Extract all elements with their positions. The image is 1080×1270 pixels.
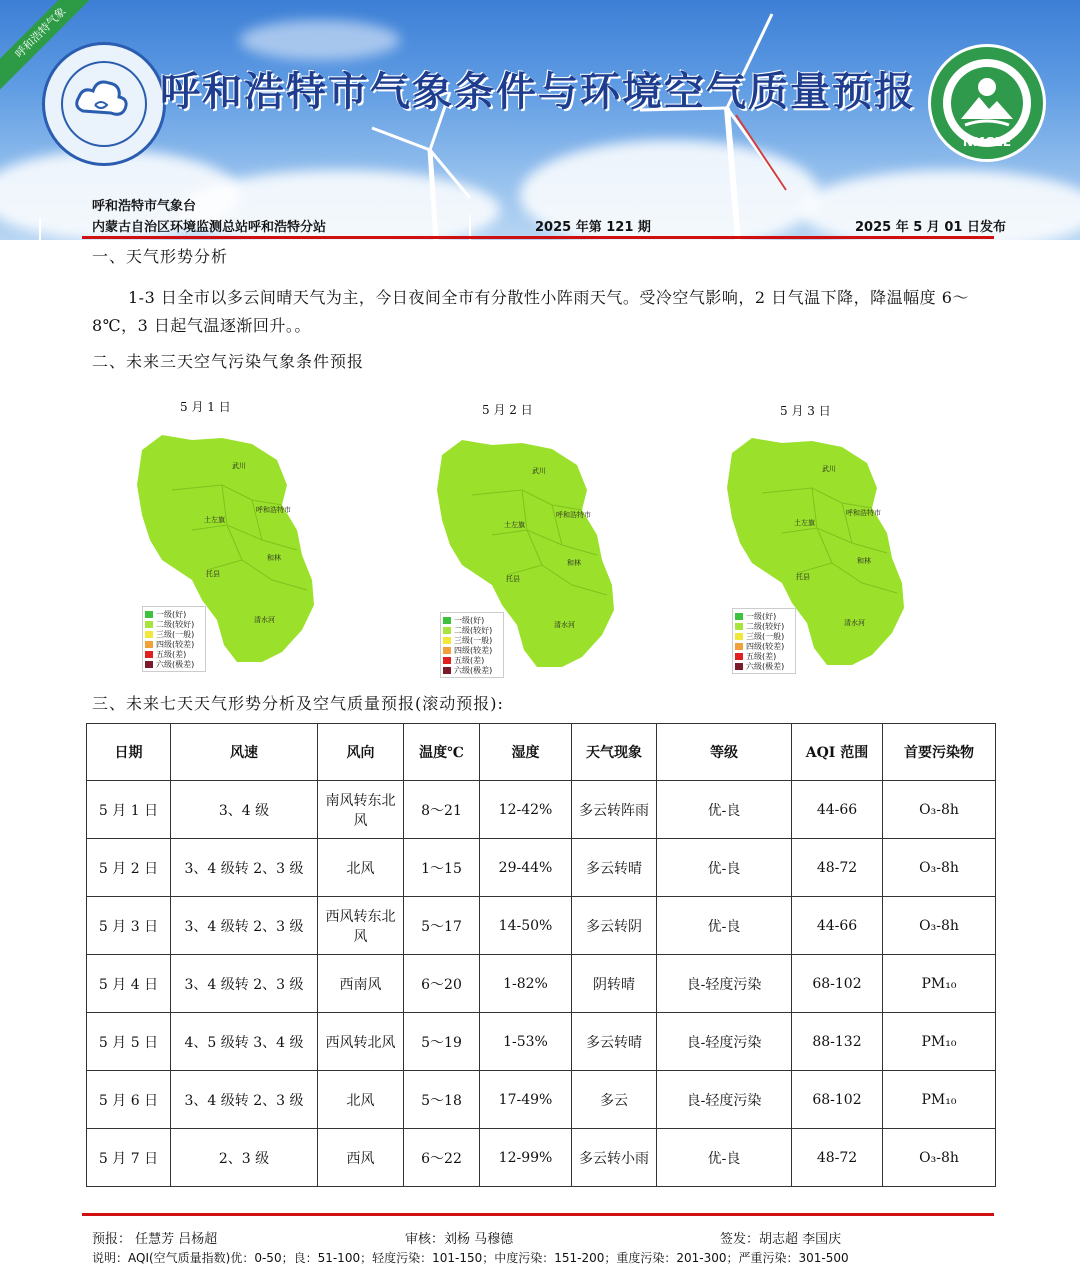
map-date-label: 5 月 1 日 <box>180 400 231 414</box>
legend-item: 五级(差) <box>735 651 793 661</box>
cell-humidity: 12-99% <box>480 1129 572 1187</box>
legend-item: 四级(较差) <box>145 639 203 649</box>
table-row <box>87 1013 996 1071</box>
cell-temperature: 5～19 <box>404 1013 480 1071</box>
place-label-helin: 和林 <box>267 554 281 562</box>
legend-item: 一级(好) <box>145 609 203 619</box>
cell-aqi: 44-66 <box>792 781 883 839</box>
column-header-weather: 天气现象 <box>572 724 657 781</box>
legend-item: 六级(极差) <box>735 661 793 671</box>
header-banner <box>0 0 1080 240</box>
column-header-date: 日期 <box>87 724 171 781</box>
cell-weather: 阴转晴 <box>572 955 657 1013</box>
cell-wind-speed: 3、4 级转 2、3 级 <box>171 839 318 897</box>
org-meteorological-observatory: 呼和浩特市气象台 <box>92 199 197 214</box>
legend-item: 四级(较差) <box>735 641 793 651</box>
legend-item: 二级(较好) <box>443 625 501 635</box>
section3-heading: 三、未来七天天气形势分析及空气质量预报(滚动预报): <box>92 694 504 713</box>
legend-item: 四级(较差) <box>443 645 501 655</box>
cell-wind-direction: 西风转东北风 <box>318 897 404 955</box>
cell-temperature: 5～17 <box>404 897 480 955</box>
cell-grade: 良-轻度污染 <box>657 955 792 1013</box>
page-title: 呼和浩特市气象条件与环境空气质量预报 <box>160 69 916 115</box>
table-row <box>87 781 996 839</box>
cell-weather: 多云转晴 <box>572 1013 657 1071</box>
cell-grade: 良-轻度污染 <box>657 1071 792 1129</box>
cell-date: 5 月 6 日 <box>87 1071 171 1129</box>
legend-item: 六级(极差) <box>145 659 203 669</box>
place-label-tuoxian: 托县 <box>206 570 220 578</box>
place-label-tuzuoqi: 土左旗 <box>204 516 225 524</box>
cell-temperature: 8～21 <box>404 781 480 839</box>
cell-wind-direction: 北风 <box>318 1071 404 1129</box>
air-quality-legend <box>142 606 206 672</box>
place-label-qingshuihe: 清水河 <box>254 616 275 624</box>
section1-heading: 一、天气形势分析 <box>92 247 229 266</box>
cell-temperature: 6～22 <box>404 1129 480 1187</box>
legend-item: 三级(一般) <box>735 631 793 641</box>
column-header-primary-pollutant: 首要污染物 <box>883 724 996 781</box>
cell-pollutant: O₃-8h <box>883 781 996 839</box>
aqi-explanation-note: 说明：AQI(空气质量指数)优：0-50；良：51-100；轻度污染：101-150；中度污染：151-200；重度污染：201-300；严重污染：301-500 <box>92 1251 849 1265</box>
forecasters-line: 预报： 任慧芳 吕杨超 <box>92 1232 218 1247</box>
place-label-tuoxian: 托县 <box>506 575 520 583</box>
cell-wind-speed: 3、4 级转 2、3 级 <box>171 1071 318 1129</box>
cloud-emblem-icon <box>45 45 163 163</box>
cell-pollutant: O₃-8h <box>883 1129 996 1187</box>
legend-item: 五级(差) <box>145 649 203 659</box>
cell-pollutant: O₃-8h <box>883 839 996 897</box>
air-quality-legend <box>732 608 796 674</box>
place-label-qingshuihe: 清水河 <box>554 621 575 629</box>
cell-humidity: 17-49% <box>480 1071 572 1129</box>
cell-wind-direction: 西南风 <box>318 955 404 1013</box>
cell-humidity: 1-82% <box>480 955 572 1013</box>
cell-grade: 优-良 <box>657 897 792 955</box>
table-header-row <box>87 724 996 781</box>
cell-wind-direction: 北风 <box>318 839 404 897</box>
cell-weather: 多云转阴 <box>572 897 657 955</box>
cell-humidity: 1-53% <box>480 1013 572 1071</box>
column-header-wind-speed: 风速 <box>171 724 318 781</box>
cell-date: 5 月 3 日 <box>87 897 171 955</box>
legend-item: 三级(一般) <box>145 629 203 639</box>
weather-analysis-paragraph: 1-3 日全市以多云间晴天气为主，今日夜间全市有分散性小阵雨天气。受冷空气影响，2 日气温下降，降温幅度 6～8℃，3 日起气温逐渐回升。。 <box>92 288 969 335</box>
cell-pollutant: PM₁₀ <box>883 1071 996 1129</box>
cell-date: 5 月 1 日 <box>87 781 171 839</box>
meteorological-bureau-logo <box>42 42 166 166</box>
place-label-wuchuan: 武川 <box>532 467 546 475</box>
place-label-helin: 和林 <box>567 559 581 567</box>
cell-aqi: 48-72 <box>792 1129 883 1187</box>
map-date-label: 5 月 2 日 <box>482 403 533 417</box>
reviewers-line: 审核：刘杨 马穆德 <box>405 1232 514 1247</box>
cell-grade: 优-良 <box>657 839 792 897</box>
cell-grade: 优-良 <box>657 1129 792 1187</box>
cell-aqi: 68-102 <box>792 1071 883 1129</box>
issue-number: 2025 年第 121 期 <box>535 220 651 235</box>
section2-heading: 二、未来三天空气污染气象条件预报 <box>92 352 365 371</box>
cell-pollutant: PM₁₀ <box>883 1013 996 1071</box>
place-label-hohhot: 呼和浩特市 <box>846 509 881 517</box>
cell-date: 5 月 7 日 <box>87 1129 171 1187</box>
cell-temperature: 1～15 <box>404 839 480 897</box>
ribbon-badge: 呼和浩特气象 <box>0 0 102 94</box>
map-date-label: 5 月 3 日 <box>780 404 831 418</box>
publish-date: 2025 年 5 月 01 日发布 <box>855 220 1006 235</box>
cell-wind-speed: 3、4 级转 2、3 级 <box>171 897 318 955</box>
cell-temperature: 6～20 <box>404 955 480 1013</box>
cell-date: 5 月 5 日 <box>87 1013 171 1071</box>
air-quality-legend <box>440 612 504 678</box>
place-label-wuchuan: 武川 <box>232 462 246 470</box>
cell-aqi: 48-72 <box>792 839 883 897</box>
org-environment-station: 内蒙古自治区环境监测总站呼和浩特分站 <box>92 220 327 235</box>
cell-grade: 良-轻度污染 <box>657 1013 792 1071</box>
cell-pollutant: O₃-8h <box>883 897 996 955</box>
cell-wind-direction: 西风转北风 <box>318 1013 404 1071</box>
cell-wind-direction: 西风 <box>318 1129 404 1187</box>
table-row <box>87 1071 996 1129</box>
cell-grade: 优-良 <box>657 781 792 839</box>
cell-wind-speed: 2、3 级 <box>171 1129 318 1187</box>
place-label-helin: 和林 <box>857 557 871 565</box>
cell-weather: 多云转阵雨 <box>572 781 657 839</box>
table-row <box>87 897 996 955</box>
cell-pollutant: PM₁₀ <box>883 955 996 1013</box>
legend-item: 二级(较好) <box>735 621 793 631</box>
place-label-tuoxian: 托县 <box>796 573 810 581</box>
legend-item: 一级(好) <box>735 611 793 621</box>
signers-line: 签发：胡志超 李国庆 <box>720 1232 842 1247</box>
column-header-aqi-range: AQI 范围 <box>792 724 883 781</box>
cell-wind-speed: 3、4 级 <box>171 781 318 839</box>
column-header-temperature: 温度℃ <box>404 724 480 781</box>
cell-wind-direction: 南风转东北风 <box>318 781 404 839</box>
legend-item: 三级(一般) <box>443 635 501 645</box>
cell-wind-speed: 3、4 级转 2、3 级 <box>171 955 318 1013</box>
place-label-tuzuoqi: 土左旗 <box>794 519 815 527</box>
cell-weather: 多云 <box>572 1071 657 1129</box>
cell-weather: 多云转晴 <box>572 839 657 897</box>
table-row <box>87 955 996 1013</box>
column-header-wind-direction: 风向 <box>318 724 404 781</box>
cell-aqi: 44-66 <box>792 897 883 955</box>
place-label-hohhot: 呼和浩特市 <box>256 506 291 514</box>
cell-date: 5 月 2 日 <box>87 839 171 897</box>
cell-weather: 多云转小雨 <box>572 1129 657 1187</box>
environment-monitoring-logo <box>928 44 1046 162</box>
cell-wind-speed: 4、5 级转 3、4 级 <box>171 1013 318 1071</box>
legend-item: 五级(差) <box>443 655 501 665</box>
cell-humidity: 29-44% <box>480 839 572 897</box>
header-divider <box>82 236 994 239</box>
cell-aqi: 68-102 <box>792 955 883 1013</box>
nmgee-label: NMGEE <box>962 135 1012 149</box>
place-label-tuzuoqi: 土左旗 <box>504 521 525 529</box>
seven-day-forecast-table <box>86 723 996 1187</box>
place-label-qingshuihe: 清水河 <box>844 619 865 627</box>
cell-humidity: 12-42% <box>480 781 572 839</box>
table-row <box>87 1129 996 1187</box>
place-label-wuchuan: 武川 <box>822 465 836 473</box>
footer-divider <box>82 1213 994 1216</box>
cell-temperature: 5～18 <box>404 1071 480 1129</box>
place-label-hohhot: 呼和浩特市 <box>556 511 591 519</box>
legend-item: 一级(好) <box>443 615 501 625</box>
legend-item: 二级(较好) <box>145 619 203 629</box>
cell-aqi: 88-132 <box>792 1013 883 1071</box>
table-row <box>87 839 996 897</box>
cell-humidity: 14-50% <box>480 897 572 955</box>
cell-date: 5 月 4 日 <box>87 955 171 1013</box>
legend-item: 六级(极差) <box>443 665 501 675</box>
column-header-humidity: 湿度 <box>480 724 572 781</box>
column-header-grade: 等级 <box>657 724 792 781</box>
